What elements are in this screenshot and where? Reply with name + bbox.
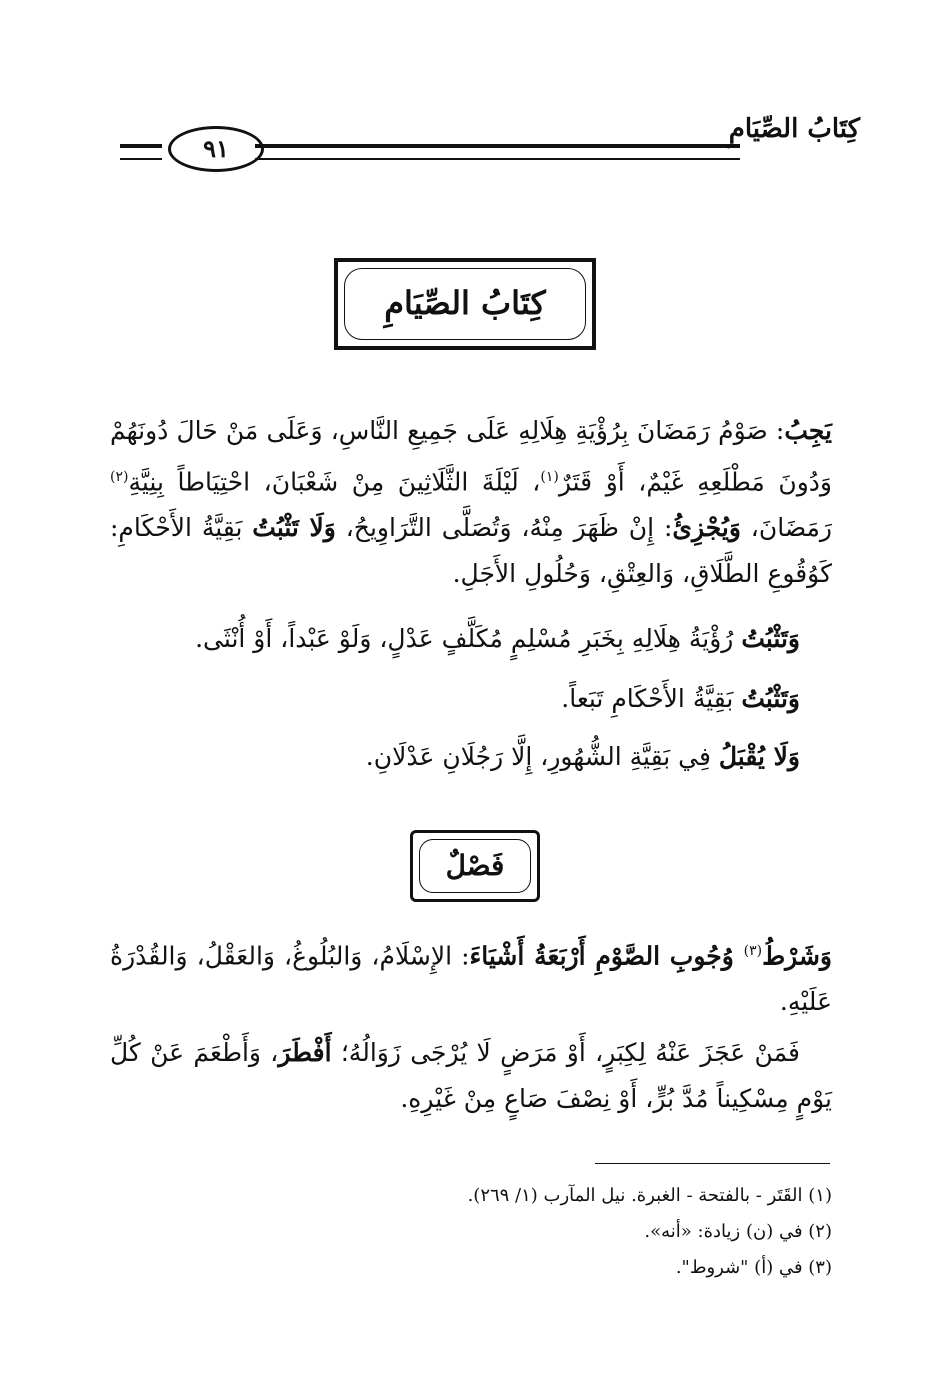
running-title: كِتَابُ الصِّيَامِ (728, 114, 860, 144)
text-run: : صَوْمُ رَمَضَانَ بِرُؤْيَةِ هِلَالِهِ عَلَى جَمِيعِ النَّاسِ، وَعَلَى مَنْ حَالَ دُونَهُمْ وَدُونَ مَطْلَعِهِ غَيْمٌ، أَوْ قَتَرٌ (110, 416, 832, 497)
text-run: ، لَيْلَةَ الثَّلَاثِينَ مِنْ شَعْبَانَ، احْتِيَاطاً بِنِيَّةِ (128, 467, 541, 497)
text-run: : إِنْ ظَهَرَ مِنْهُ، وَتُصَلَّى التَّرَاوِيحُ، (335, 513, 673, 543)
keyword: وَلَا يُقْبَلُ (718, 742, 800, 771)
section-title: فَصْلٌ (419, 839, 531, 893)
paragraph-rulings (110, 676, 832, 722)
page-number: ٩١ (168, 126, 264, 172)
text-run: ، وَأَطْعَمَ عَنْ كُلِّ يَوْمٍ مِسْكِيناً مُدَّ بُرٍّ، أَوْ نِصْفَ صَاعٍ مِنْ غَيْرِهِ. (110, 1038, 832, 1113)
text-run: : الإِسْلَامُ، وَالبُلُوغُ، وَالعَقْلُ، وَالقُدْرَةُ عَلَيْهِ. (110, 941, 832, 1017)
chapter-title-frame (334, 258, 596, 350)
text-run: رُؤْيَةُ هِلَالِهِ بِخَبَرِ مُسْلِمٍ مُكَلَّفٍ عَدْلٍ، وَلَوْ عَبْداً، أَوْ أُنْثَى. (195, 624, 742, 653)
paragraph-other-months (110, 734, 832, 780)
header-rule-short (120, 144, 162, 160)
keyword: وَشَرْطُ (762, 941, 832, 971)
keyword: وَلَا تَثْبُتُ (252, 513, 336, 543)
paragraph-sighting (110, 616, 832, 662)
text-run: رَمَضَانَ، (740, 513, 832, 543)
footnote-ref: (٣) (743, 943, 763, 959)
text-run: فَمَنْ عَجَزَ عَنْهُ لِكِبَرٍ، أَوْ مَرَضٍ لَا يُرْجَى زَوَالُهُ؛ (331, 1038, 800, 1067)
keyword: وَتَثْبُتُ (741, 624, 800, 653)
keyword: يَجِبُ (784, 416, 832, 445)
section-title-frame (410, 830, 540, 902)
keyword: وَيُجْزِئُ (672, 513, 741, 543)
footnote-2: (٢) في (ن) زيادة: «أنه». (644, 1221, 832, 1242)
text-run: فِي بَقِيَّةِ الشُّهُورِ، إِلَّا رَجُلَانِ عَدْلَانِ. (365, 742, 719, 771)
footnote-1: (١) القَتَر - بالفتحة - الغبرة. نيل المآرب (١/ ٢٦٩). (467, 1185, 832, 1206)
chapter-title: كِتَابُ الصِّيَامِ (344, 268, 586, 340)
keyword: وَتَثْبُتُ (741, 684, 800, 713)
keyword: وُجُوبِ الصَّوْمِ أَرْبَعَةُ أَشْيَاءَ (469, 941, 744, 971)
paragraph-obligation (110, 408, 832, 597)
keyword: أَفْطَرَ (278, 1038, 332, 1067)
paragraph-conditions (110, 928, 832, 1025)
footnote-ref: (١) (540, 469, 559, 485)
paragraph-inability (110, 1030, 832, 1122)
footnotes (112, 1178, 832, 1286)
text-run: بَقِيَّةُ الأَحْكَامِ تَبَعاً. (561, 684, 742, 713)
header-rule (255, 144, 740, 160)
text-run: بَقِيَّةُ الأَحْكَامِ: كَوُقُوعِ الطَّلَاقِ، وَالعِتْقِ، وَحُلُولِ الأَجَلِ. (110, 513, 832, 589)
running-header (120, 108, 860, 168)
footnote-3: (٣) في (أ) "شروط". (675, 1257, 832, 1278)
footnote-separator (595, 1163, 830, 1164)
footnote-ref: (٢) (110, 469, 129, 485)
